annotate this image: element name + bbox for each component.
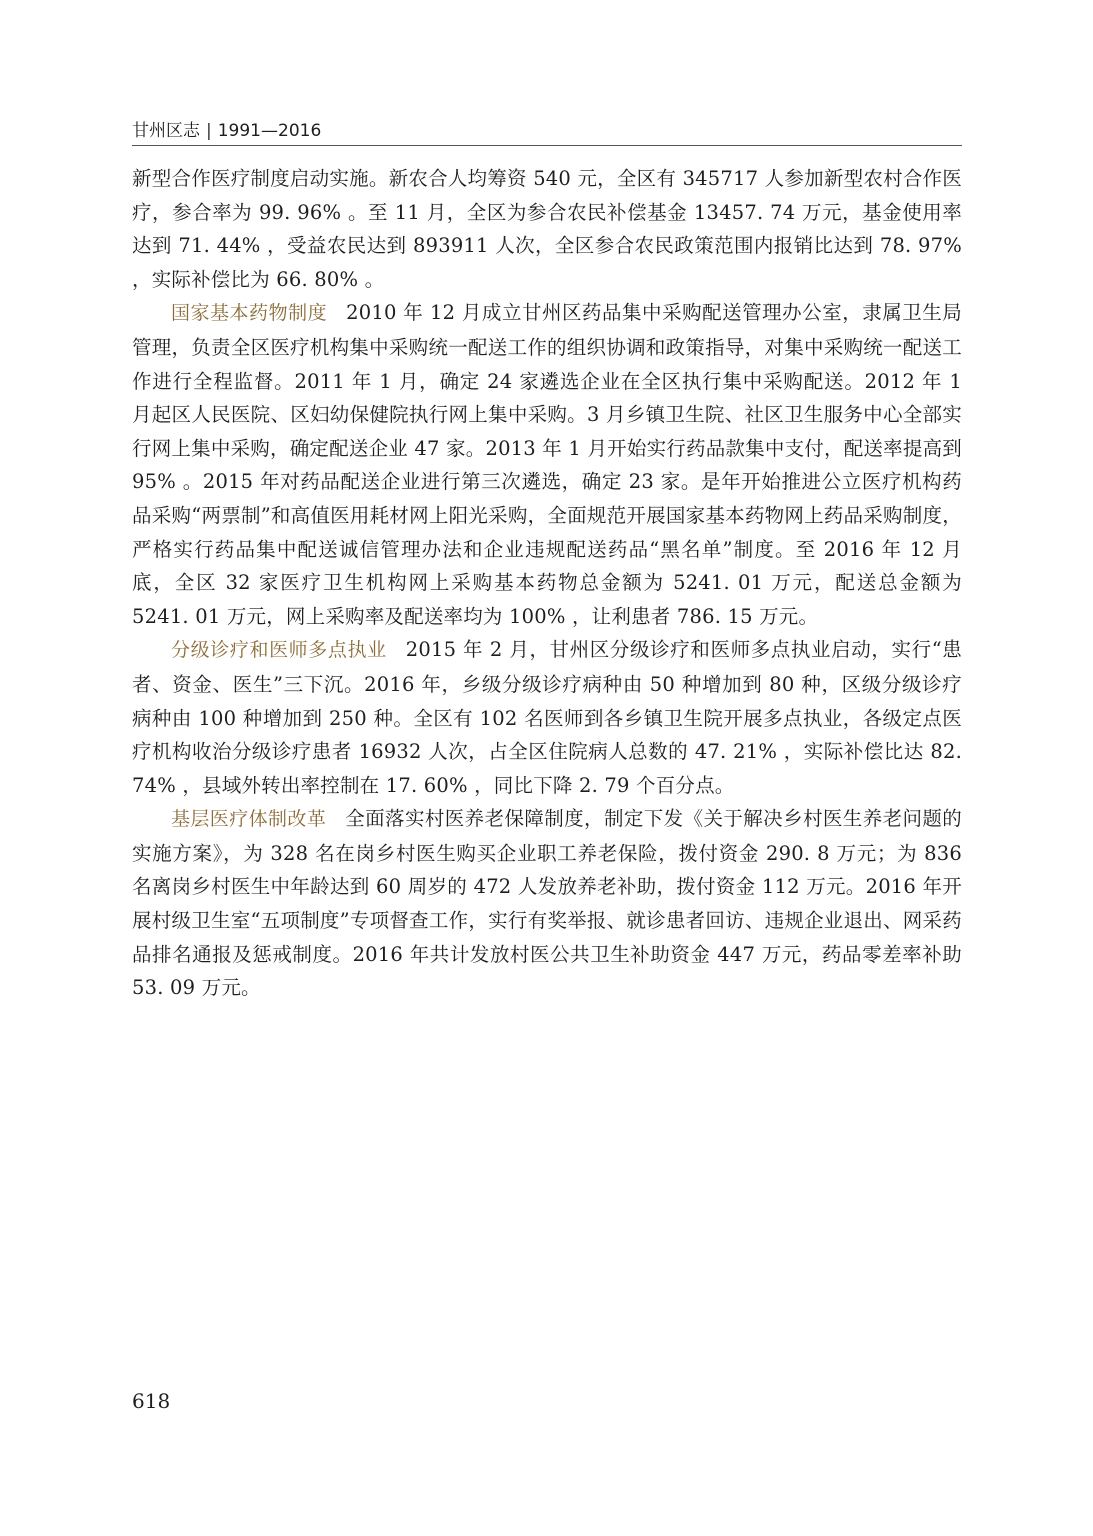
paragraph-text: 2010 年 12 月成立甘州区药品集中采购配送管理办公室，隶属卫生局管理，负责全区医疗机构集中采购统一配送工作的组织协调和政策指导，对集中采购统一配送工作进行全程监督。2011 年 1 月，确定 24 家遴选企业在全区执行集中采购配送。2012 年 1 月起区人民医院、区妇幼保健院执行网上集中采购。3 月乡镇卫生院、社区卫生服务中心全部实行网上集中采购，确定配送企业 47 家。2013 年 1 月开始实行药品款集中支付，配送率提高到 95% 。2015 年对药品配送企业进行第三次遴选，确定 23 家。是年开始推进公立医疗机构药品采购“两票制”和高值医用耗材网上阳光采购，全面规范开展国家基本药物网上药品采购制度，严格实行药品集中配送诚信管理办法和企业违规配送药品“黑名单”制度。至 2016 年 12 月底，全区 32 家医疗卫生机构网上采购基本药物总金额为 5241. 01 万元，配送总金额为 5241. 01 万元，网上采购率及配送率均为 100% ，让利患者 786. 15 万元。 [132, 301, 962, 628]
book-title: 甘州区志 [132, 121, 200, 141]
paragraph-continuation [132, 162, 962, 296]
paragraph-text: 新型合作医疗制度启动实施。新农合人均筹资 540 元，全区有 345717 人参加新型农村合作医疗，参合率为 99. 96% 。至 11 月，全区为参合农民补偿基金 13457. 74 万元，基金使用率达到 71. 44% ，受益农民达到 893911 人次，全区参合农民政策范围内报销比达到 78. 97% ，实际补偿比为 66. 80% 。 [132, 167, 962, 291]
paragraph-tiered-care [132, 633, 962, 802]
section-heading: 基层医疗体制改革 [171, 808, 327, 831]
page-number: 618 [132, 1389, 171, 1413]
body-text [132, 162, 962, 1005]
header-rule [132, 145, 962, 146]
paragraph-text: 全面落实村医养老保障制度，制定下发《关于解决乡村医生养老问题的实施方案》，为 328 名在岗乡村医生购买企业职工养老保险，拨付资金 290. 8 万元；为 836 名离岗乡村医生中年龄达到 60 周岁的 472 人发放养老补助，拨付资金 112 万元。2016 年开展村级卫生室“五项制度”专项督查工作，实行有奖举报、就诊患者回访、违规企业退出、网采药品排名通报及惩戒制度。2016 年共计发放村医公共卫生补助资金 447 万元，药品零差率补助 53. 09 万元。 [132, 807, 963, 1000]
book-years: 1991—2016 [217, 121, 322, 141]
section-heading: 国家基本药物制度 [171, 302, 328, 325]
header-separator: | [206, 121, 212, 141]
paragraph-primary-reform [132, 802, 962, 1005]
running-header [132, 118, 962, 144]
section-heading: 分级诊疗和医师多点执业 [171, 639, 387, 662]
paragraph-text: 2015 年 2 月，甘州区分级诊疗和医师多点执业启动，实行“患者、资金、医生”三下沉。2016 年，乡级分级诊疗病种由 50 种增加到 80 种，区级分级诊疗病种由 100 种增加到 250 种。全区有 102 名医师到各乡镇卫生院开展多点执业，各级定点医疗机构收治分级诊疗患者 16932 人次，占全区住院病人总数的 47. 21% ，实际补偿比达 82. 74% ，县域外转出率控制在 17. 60% ，同比下降 2. 79 个百分点。 [132, 638, 962, 797]
paragraph-essential-drugs [132, 296, 962, 633]
